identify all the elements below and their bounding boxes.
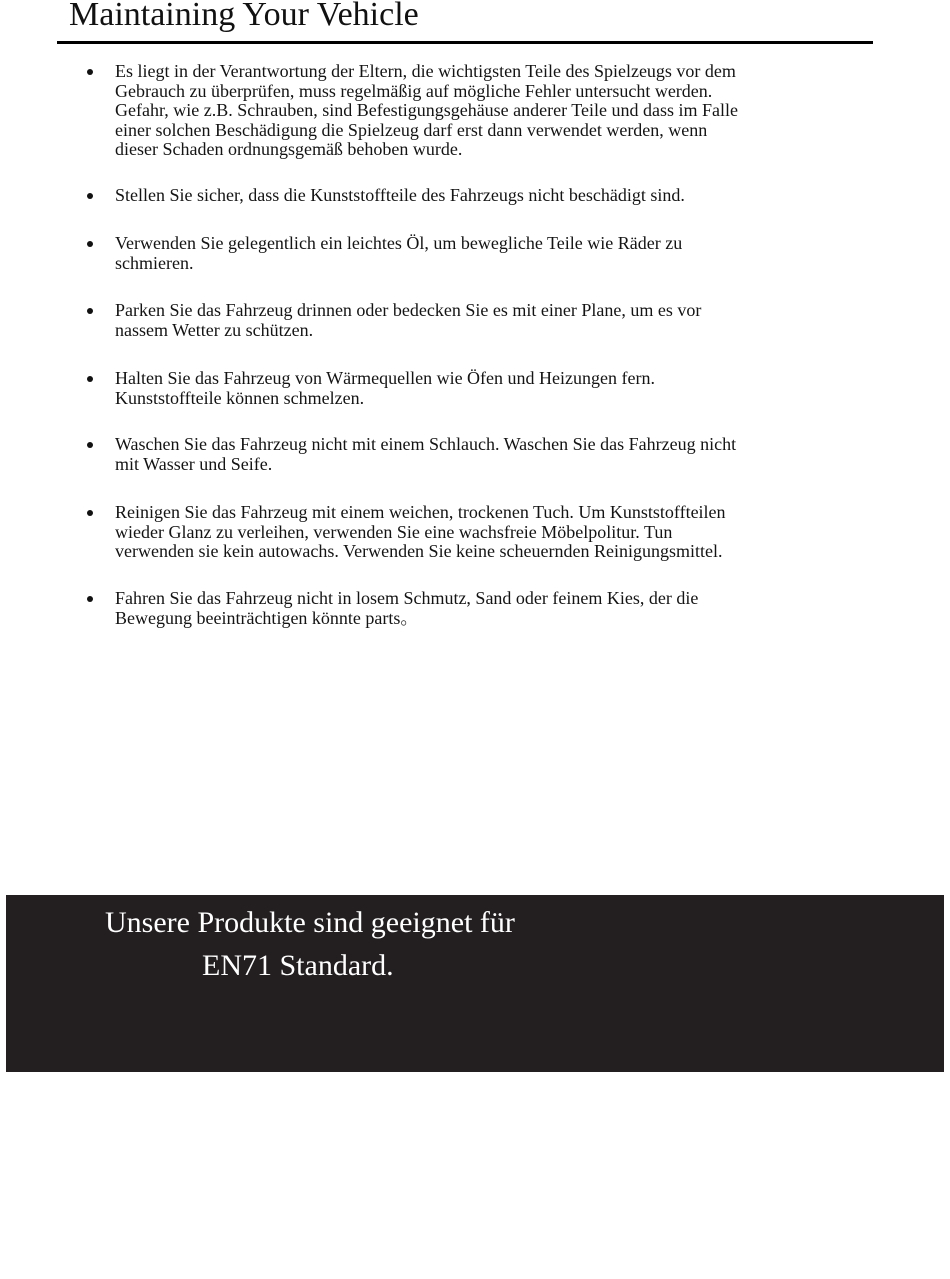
list-item-text: Reinigen Sie das Fahrzeug mit einem weichen, trockenen Tuch. Um Kunststoffteilen wieder Glanz zu verleihen, verwenden Sie eine wachsfreie Möbelpolitur. Tun verwenden sie kein autowachs. Verwenden Sie keine scheuernden Reinigungsmittel.	[115, 502, 726, 561]
list-item-text: Waschen Sie das Fahrzeug nicht mit einem Schlauch. Waschen Sie das Fahrzeug nicht mit Wasser und Seife.	[115, 434, 737, 474]
bullet-icon	[87, 69, 93, 75]
bullet-icon	[87, 376, 93, 382]
list-item-text: Verwenden Sie gelegentlich ein leichtes Öl, um bewegliche Teile wie Räder zu schmieren.	[115, 233, 683, 273]
list-item-text: Es liegt in der Verantwortung der Eltern, die wichtigsten Teile des Spielzeugs vor dem Gebrauch zu überprüfen, muss regelmäßig auf mögliche Fehler untersucht werden. Gefahr, wie z.B. Schrauben, sind Befestigungsgehäuse anderer Teile und dass im Falle einer solchen Beschädigung die Spielzeug darf erst dann verwendet werden, wenn dieser Schaden ordnungsgemäß behoben wurde.	[115, 61, 739, 159]
list-item-text: Parken Sie das Fahrzeug drinnen oder bedecken Sie es mit einer Plane, um es vor nassem Wetter zu schützen.	[115, 300, 702, 340]
bullet-icon	[87, 442, 93, 448]
bullet-icon	[87, 241, 93, 247]
list-item-text: Stellen Sie sicher, dass die Kunststoffteile des Fahrzeugs nicht beschädigt sind.	[115, 185, 685, 205]
standard-banner	[6, 895, 944, 1072]
title-divider	[57, 41, 873, 44]
bullet-icon	[87, 596, 93, 602]
bullet-icon	[87, 308, 93, 314]
list-item-text: Fahren Sie das Fahrzeug nicht in losem Schmutz, Sand oder feinem Kies, der die Bewegung beeinträchtigen könnte parts。	[115, 588, 699, 628]
banner-line-standard: EN71 Standard.	[202, 949, 394, 982]
page-title: Maintaining Your Vehicle	[69, 0, 419, 33]
bullet-icon	[87, 510, 93, 516]
bullet-icon	[87, 193, 93, 199]
list-item-text: Halten Sie das Fahrzeug von Wärmequellen wie Öfen und Heizungen fern. Kunststoffteile können schmelzen.	[115, 368, 655, 408]
banner-line-products: Unsere Produkte sind geeignet für	[105, 906, 515, 939]
